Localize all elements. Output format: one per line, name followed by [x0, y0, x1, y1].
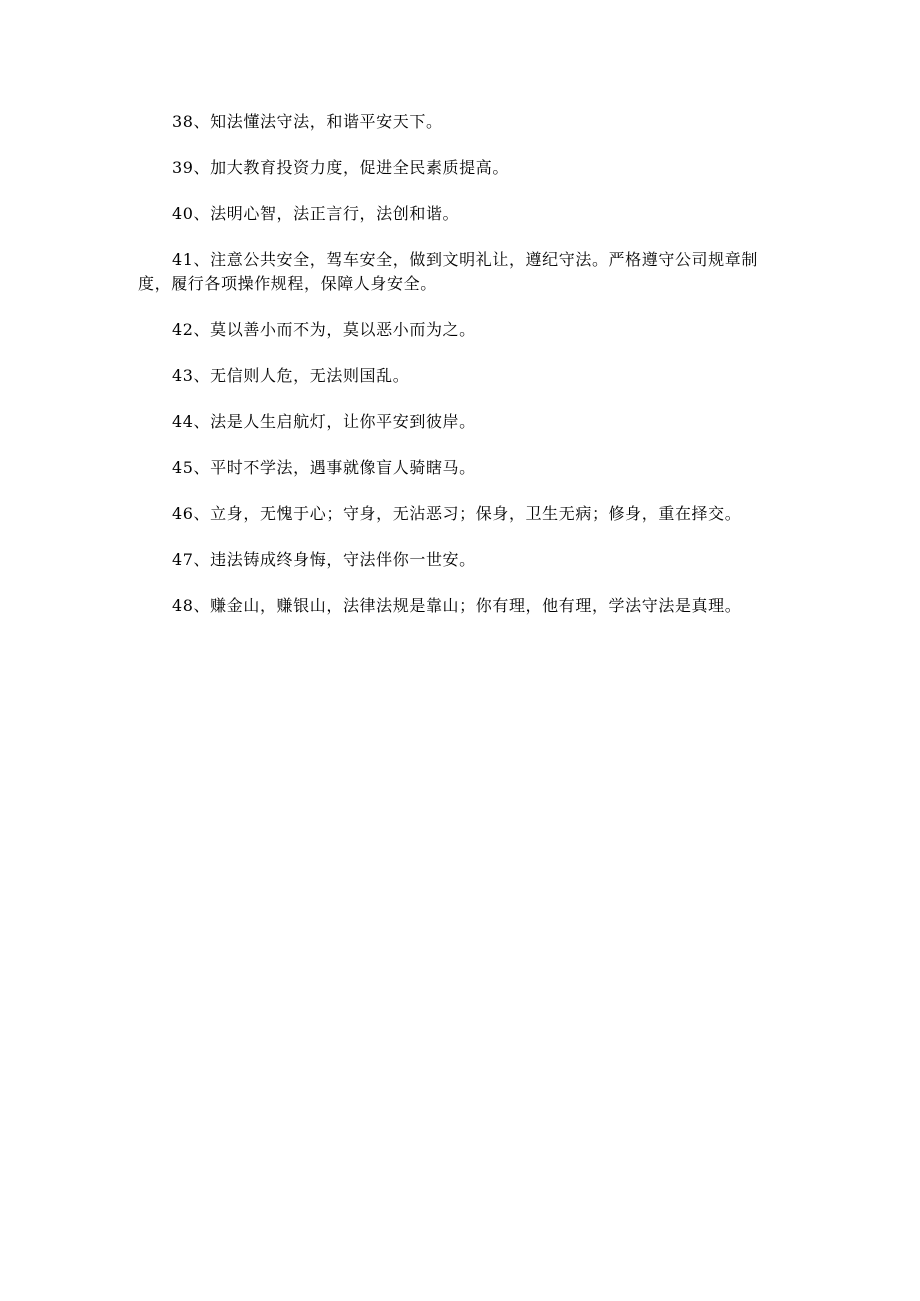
paragraph-41: 41、注意公共安全，驾车安全，做到文明礼让，遵纪守法。严格遵守公司规章制度，履行各项操作规程，保障人身安全。 [138, 250, 758, 293]
paragraph-45: 45、平时不学法，遇事就像盲人骑瞎马。 [172, 458, 476, 477]
paragraph-39: 39、加大教育投资力度，促进全民素质提高。 [172, 158, 509, 177]
paragraph-47: 47、违法铸成终身悔，守法伴你一世安。 [172, 550, 476, 569]
paragraph-48: 48、赚金山，赚银山，法律法规是靠山；你有理，他有理，学法守法是真理。 [172, 596, 742, 615]
paragraph-43: 43、无信则人危，无法则国乱。 [172, 366, 410, 385]
paragraph-44: 44、法是人生启航灯，让你平安到彼岸。 [172, 412, 476, 431]
paragraph-42: 42、莫以善小而不为，莫以恶小而为之。 [172, 320, 476, 339]
paragraph-38: 38、知法懂法守法，和谐平安天下。 [172, 112, 443, 131]
document-body [138, 110, 772, 640]
paragraph-46: 46、立身，无愧于心；守身，无沾恶习；保身，卫生无病；修身，重在择交。 [172, 504, 742, 523]
paragraph-40: 40、法明心智，法正言行，法创和谐。 [172, 204, 460, 223]
